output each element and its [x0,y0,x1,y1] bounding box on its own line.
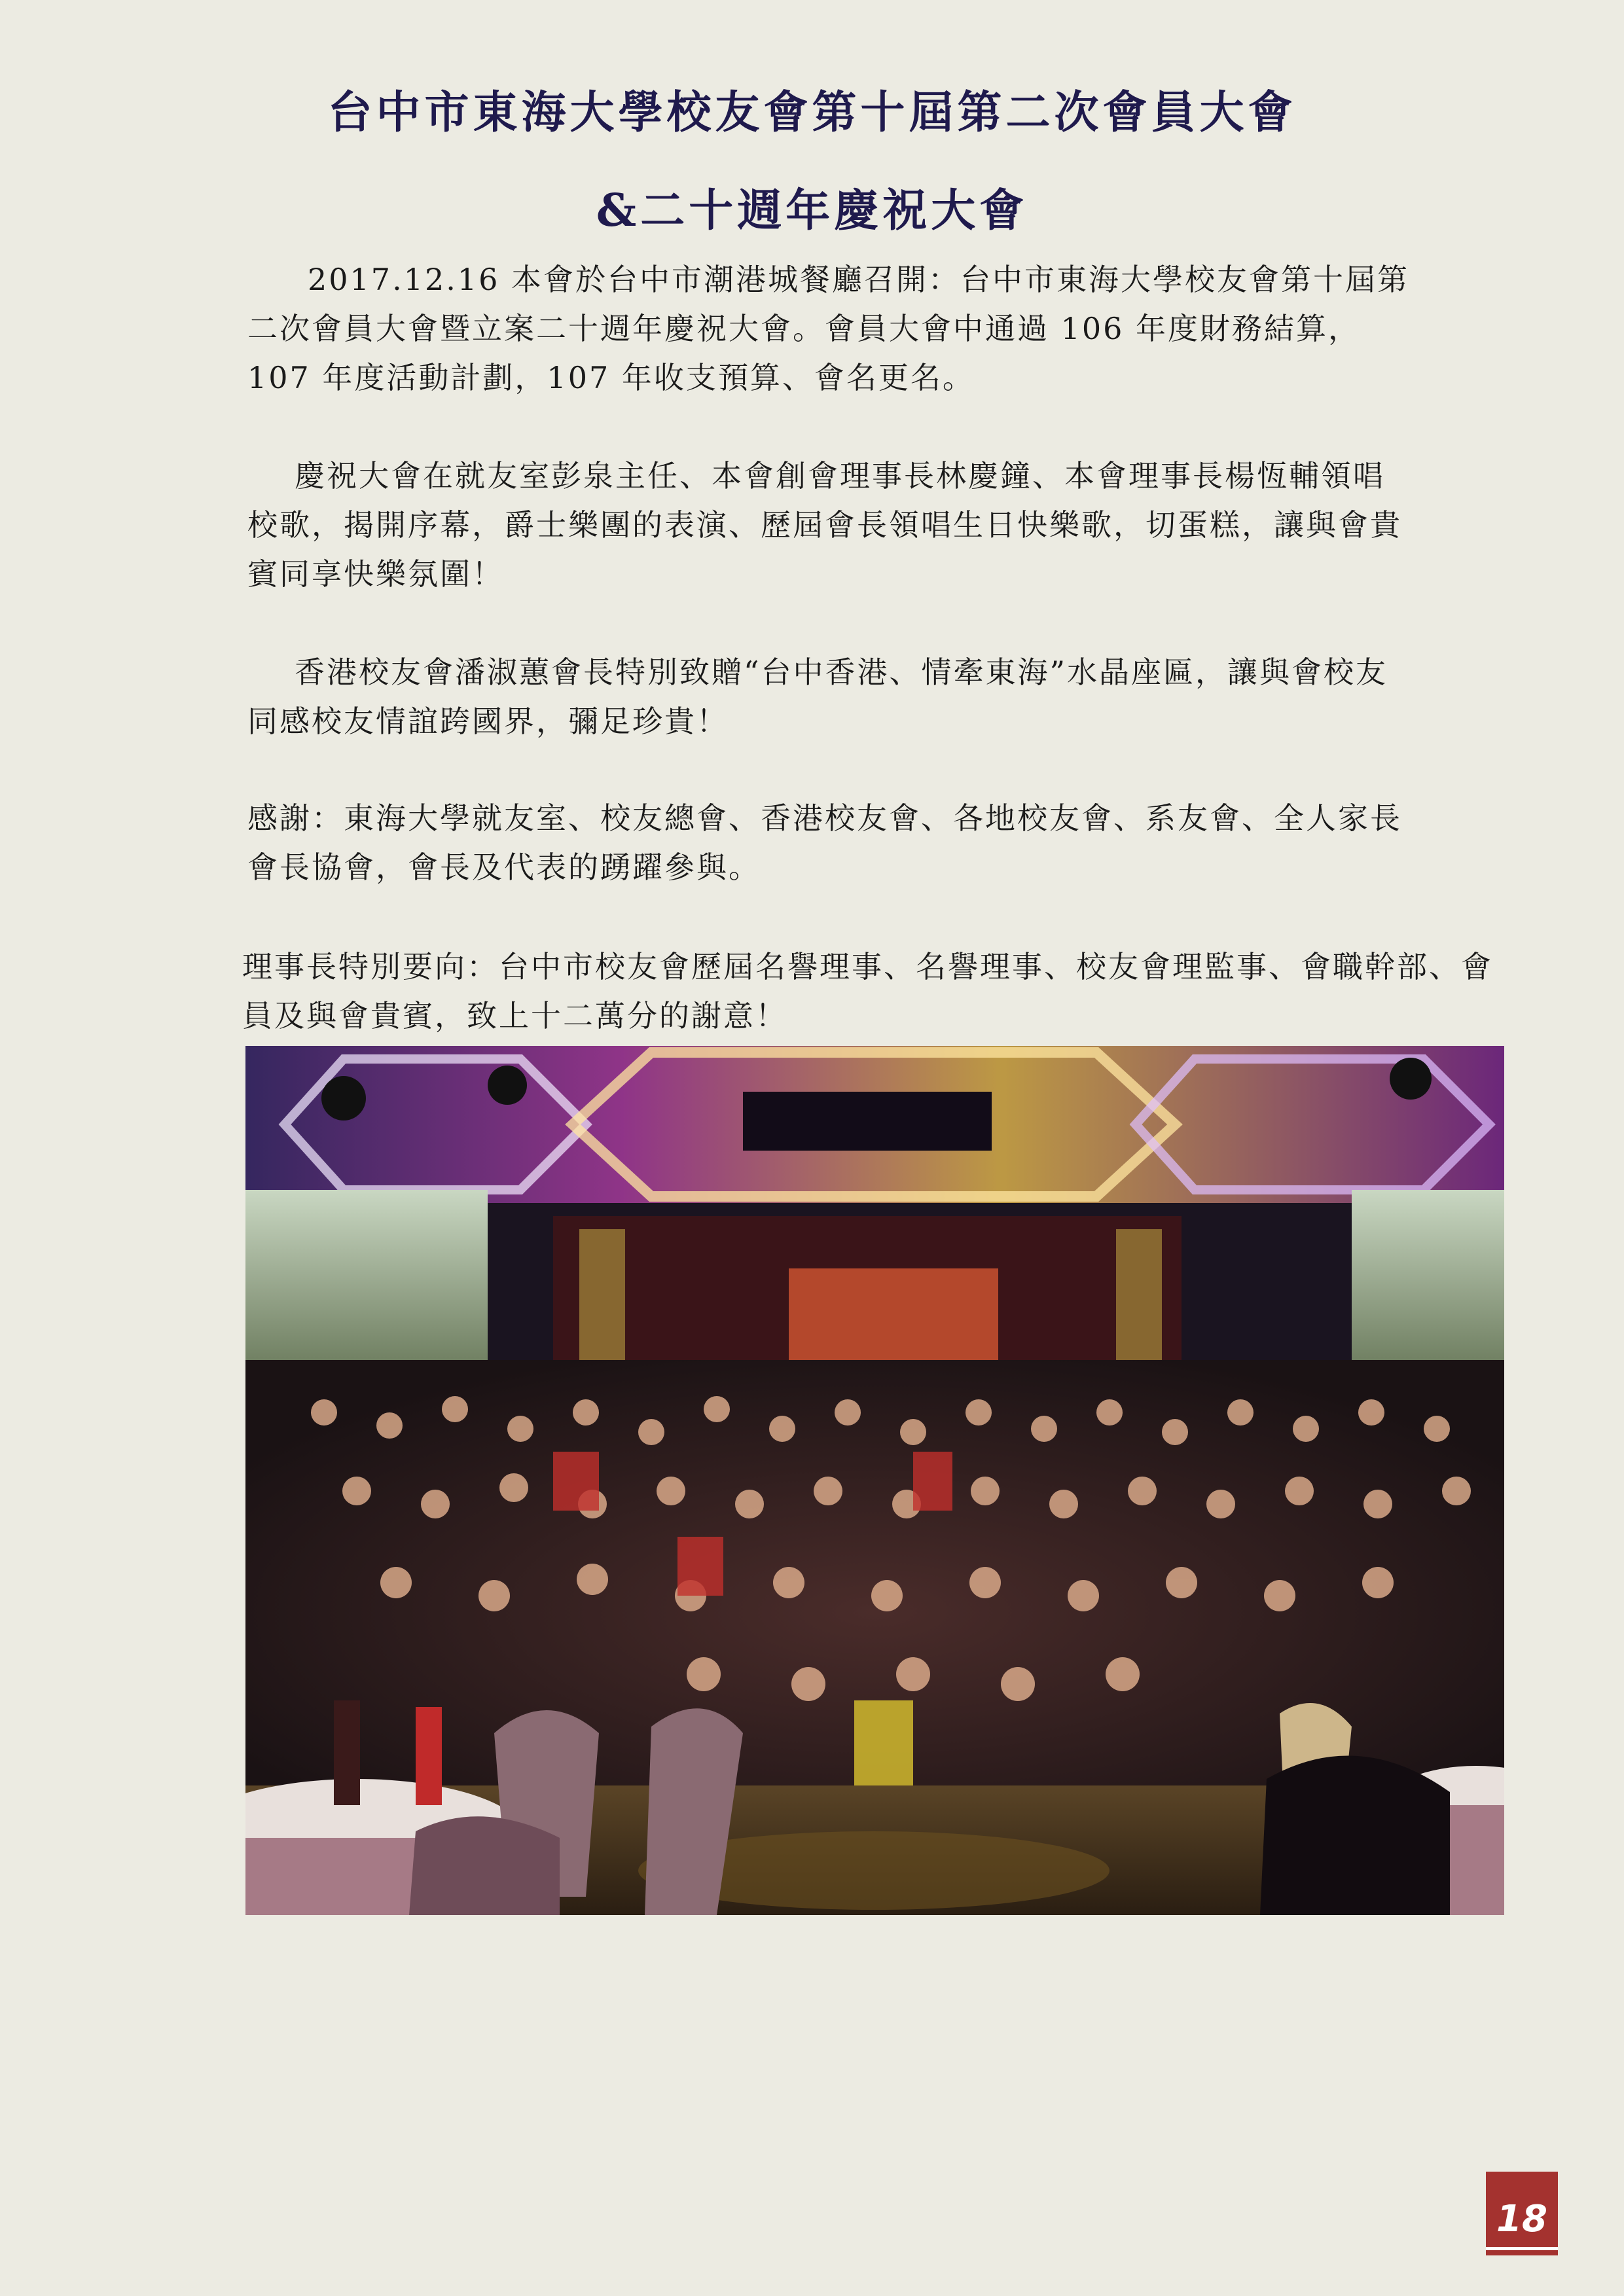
page-number: 18 [1496,2198,1547,2240]
paragraph-meeting-summary: 2017.12.16 本會於台中市潮港城餐廳召開：台中市東海大學校友會第十屆第二次會員大會暨立案二十週年慶祝大會。會員大會中通過 106 年度財務結算，107 年度活動計劃，107 年收支預算、會名更名。 [247,262,1409,395]
page-subtitle: &二十週年慶祝大會 [596,185,1028,237]
group-photo [245,1046,1504,1915]
page-title: 台中市東海大學校友會第十屆第二次會員大會 [327,86,1297,139]
page-number-box [1486,2172,1558,2255]
paragraph-chairman-thanks: 理事長特別要向：台中市校友會歷屆名譽理事、名譽理事、校友會理監事、會職幹部、會員及與會貴賓，致上十二萬分的謝意！ [242,949,1493,1033]
paragraph-thanks: 感謝：東海大學就友室、校友總會、香港校友會、各地校友會、系友會、全人家長會長協會，會長及代表的踴躍參與。 [247,800,1402,885]
paragraph-celebration: 慶祝大會在就友室彭泉主任、本會創會理事長林慶鐘、本會理事長楊恆輔領唱校歌，揭開序幕，爵士樂團的表演、歷屆會長領唱生日快樂歌，切蛋糕，讓與會貴賓同享快樂氛圍！ [247,458,1402,592]
page-number-underline [1486,2247,1558,2250]
paragraph-hong-kong-gift: 香港校友會潘淑蕙會長特別致贈“台中香港、情牽東海”水晶座匾，讓與會校友同感校友情誼跨國界，彌足珍貴！ [247,655,1388,739]
